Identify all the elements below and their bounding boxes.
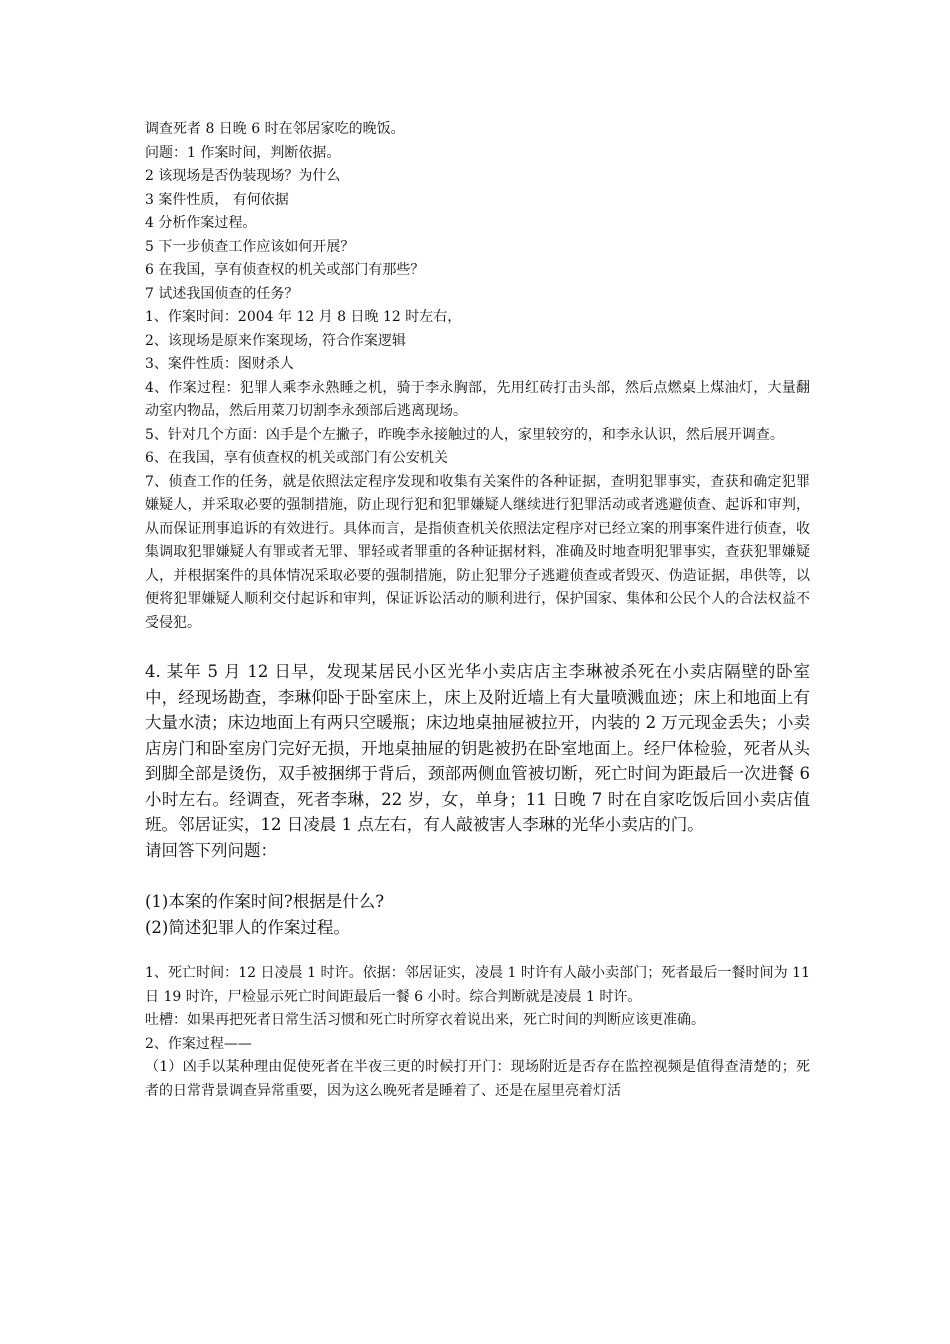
- answer-paragraph: （1）凶手以某种理由促使死者在半夜三更的时候打开门：现场附近是否存在监控视频是值得查清楚的；死者的日常背景调查异常重要，因为这么晚死者是睡着了、还是在屋里亮着灯活: [145, 1059, 810, 1099]
- answer-paragraph: 1、死亡时间：12 日凌晨 1 时许。依据：邻居证实，凌晨 1 时许有人敲小卖部门；死者最后一餐时间为 11 日 19 时许，尸检显示死亡时间距最后一餐 6 小时。综合判断就是凌晨 1 时许。: [145, 965, 810, 1005]
- question-line: 2 该现场是否伪装现场？为什么: [145, 168, 341, 184]
- answer-paragraph: 6、在我国，享有侦查权的机关或部门有公安机关: [145, 450, 448, 466]
- question-line: 6 在我国，享有侦查权的机关或部门有那些？: [145, 262, 425, 278]
- answer-paragraph: 2、该现场是原来作案现场，符合作案逻辑: [145, 332, 406, 349]
- document-page: [145, 118, 810, 1103]
- paragraph-spacer: [145, 940, 810, 962]
- question-line: (1)本案的作案时间?根据是什么?: [145, 892, 385, 911]
- paragraph-spacer: [145, 635, 810, 659]
- answer-paragraph: 1、作案时间：2004 年 12 月 8 日晚 12 时左右，: [145, 309, 462, 325]
- answer-paragraph: 5、针对几个方面：凶手是个左撇子，昨晚李永接触过的人，家里较穷的，和李永认识，然后展开调查。: [145, 426, 784, 443]
- question-line: 问题：1 作案时间，判断依据。: [145, 144, 341, 161]
- text-line: 调查死者 8 日晚 6 时在邻居家吃的晚饭。: [145, 121, 405, 137]
- comment-paragraph: 吐槽：如果再把死者日常生活习惯和死亡时所穿衣着说出来，死亡时间的判断应该更准确。: [145, 1012, 705, 1028]
- question-line: (2)简述犯罪人的作案过程。: [145, 917, 350, 937]
- answer-paragraph: 3、案件性质：图财杀人: [145, 356, 294, 372]
- question-line: 3 案件性质， 有何依据: [145, 191, 289, 208]
- paragraph-spacer: [145, 863, 810, 889]
- question-prompt: 请回答下列问题：: [145, 840, 277, 860]
- answer-heading: 2、作案过程——: [145, 1035, 252, 1052]
- answer-paragraph: 7、侦查工作的任务，就是依照法定程序发现和收集有关案件的各种证据，查明犯罪事实，查获和确定犯罪嫌疑人，并采取必要的强制措施，防止现行犯和犯罪嫌疑人继续进行犯罪活动或者逃避侦查、起诉和审判，从而保证刑事追诉的有效进行。具体而言，是指侦查机关依照法定程序对已经立案的刑事案件进行侦查，收集调取犯罪嫌疑人有罪或者无罪、罪轻或者罪重的各种证据材料，准确及时地查明犯罪事实，查获犯罪嫌疑人，并根据案件的具体情况采取必要的强制措施，防止犯罪分子逃避侦查或者毁灭、伪造证据，串供等，以便将犯罪嫌疑人顺利交付起诉和审判，保证诉讼活动的顺利进行，保护国家、集体和公民个人的合法权益不受侵犯。: [145, 473, 810, 631]
- case-description: 4. 某年 5 月 12 日早，发现某居民小区光华小卖店店主李琳被杀死在小卖店隔壁的卧室中，经现场勘查，李琳仰卧于卧室床上，床上及附近墙上有大量喷溅血迹；床上和地面上有大量水渍；床边地面上有两只空暖瓶；床边地桌抽屉被拉开，内装的 2 万元现金丢失；小卖店房门和卧室房门完好无损，开地桌抽屉的钥匙被扔在卧室地面上。经尸体检验，死者从头到脚全部是烫伤，双手被捆绑于背后，颈部两侧血管被切断，死亡时间为距最后一次进餐 6 小时左右。经调查，死者李琳，22 岁，女，单身；11 日晚 7 时在自家吃饭后回小卖店值班。邻居证实，12 日凌晨 1 点左右，有人敲被害人李琳的光华小卖店的门。: [145, 662, 810, 834]
- question-line: 7 试述我国侦查的任务？: [145, 285, 299, 302]
- answer-paragraph: 4、作案过程：犯罪人乘李永熟睡之机，骑于李永胸部，先用红砖打击头部，然后点燃桌上煤油灯，大量翻 动室内物品，然后用菜刀切割李永颈部后逃离现场。: [145, 379, 810, 419]
- question-line: 5 下一步侦查工作应该如何开展？: [145, 238, 355, 255]
- question-line: 4 分析作案过程。: [145, 215, 257, 231]
